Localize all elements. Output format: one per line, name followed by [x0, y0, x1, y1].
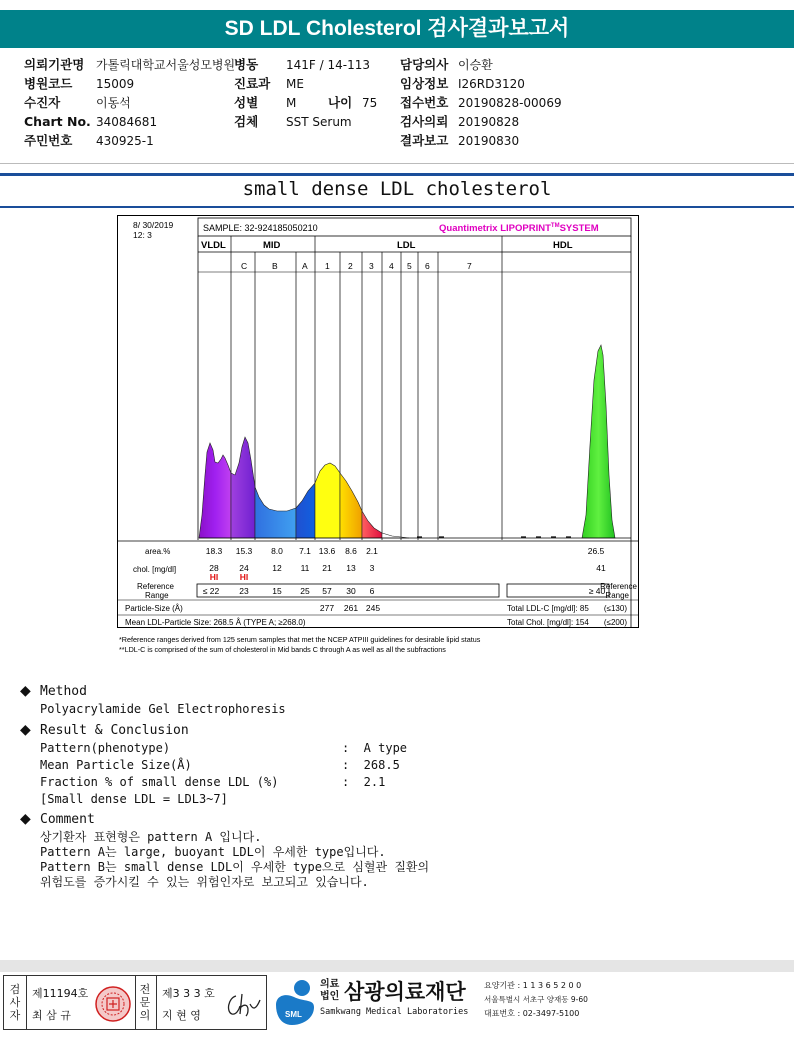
band-label: C [241, 261, 248, 271]
particle-value: 277 [319, 603, 335, 613]
comment-title: Comment [40, 812, 95, 827]
info-label: 병동 [234, 57, 259, 72]
particle-value: 261 [343, 603, 359, 613]
chol-value: 21 [322, 563, 332, 573]
ref-value: 25 [300, 586, 310, 596]
row-label-particle: Particle-Size (Å) [125, 604, 183, 613]
diamond-bullet-icon: ◆ [20, 722, 31, 738]
area-value: 7.1 [299, 546, 311, 556]
area-value: 15.3 [235, 546, 253, 556]
method-title: Method [40, 684, 87, 699]
band-label: 7 [467, 261, 472, 271]
info-label: Chart No. [24, 114, 91, 129]
org-address: 서울특별시 서초구 양재동 9-60 [484, 995, 588, 1004]
area-value: 8.6 [345, 546, 357, 556]
info-value: 15009 [96, 77, 135, 91]
info-label: 병원코드 [24, 76, 73, 91]
row-label-mean: Mean LDL-Particle Size: 268.5 Å (TYPE A; ≥268.0) [125, 618, 306, 627]
info-label: 검체 [234, 114, 259, 129]
band-group-ldl: LDL [397, 240, 416, 251]
area-value: 26.5 [587, 546, 605, 556]
area-value: 13.6 [318, 546, 336, 556]
area-value: 8.0 [271, 546, 283, 556]
peak-ldl-1 [315, 463, 340, 538]
ref-right-label: Range [605, 591, 629, 600]
band-group-vldl: VLDL [201, 240, 226, 251]
info-label: 의뢰기관명 [24, 57, 85, 72]
ref-value: ≤ 22 [202, 586, 220, 596]
report-title: SD LDL Cholesterol 검사결과보고서 [0, 10, 794, 48]
chart-time: 12: 3 [133, 230, 152, 240]
handwritten-signature-icon [222, 990, 262, 1020]
org-logo [272, 975, 792, 1030]
footer-band [0, 960, 794, 972]
org-phone: 대표번호 : 02-3497-5100 [484, 1009, 580, 1018]
ref-value: ≥ 40 [588, 586, 606, 596]
info-value: 430925-1 [96, 134, 154, 148]
org-name: 삼광의료재단 [344, 980, 466, 1004]
diamond-bullet-icon: ◆ [20, 683, 31, 699]
hi-flag: HI [239, 572, 249, 582]
org-type: 의료 법인 [320, 979, 340, 1002]
info-value: 가톨릭대학교서울성모병원 [96, 58, 236, 72]
comment-line: Pattern A는 large, buoyant LDL이 우세한 type입니다. [40, 845, 386, 859]
result-value: : A type [342, 741, 408, 755]
org-name-en: Samkwang Medical Laboratories [320, 1007, 469, 1017]
signer-name: 지 현 영 [162, 1009, 201, 1022]
row-label-ref: Reference [137, 582, 174, 591]
ref-value: 23 [239, 586, 249, 596]
ref-value: 6 [369, 586, 375, 596]
divider [0, 206, 794, 208]
result-key: Mean Particle Size(Å) [40, 758, 192, 772]
signer-license: 제3 3 3 호 [162, 987, 215, 1000]
footnote: *Reference ranges derived from 125 serum samples that met the NCEP ATPIII guidelines for desirable lipid status [119, 635, 481, 644]
band-group-hdl: HDL [553, 240, 573, 251]
chol-value: 13 [346, 563, 356, 573]
comment-line: 상기환자 표현형은 pattern A 입니다. [40, 830, 262, 844]
info-label: 수진자 [24, 95, 61, 110]
signer-role-label: 전 문 의 [139, 983, 151, 1022]
total-chol: Total Chol. [mg/dl]: 154 [507, 618, 589, 627]
band-label: 1 [325, 261, 330, 271]
result-title: Result & Conclusion [40, 723, 189, 738]
band-label: 6 [425, 261, 430, 271]
result-value: : 2.1 [342, 775, 386, 789]
band-label: 5 [407, 261, 412, 271]
info-value: ME [286, 77, 304, 91]
ref-value: 57 [322, 586, 332, 596]
ref-right-label: Reference [600, 582, 637, 591]
particle-value: 245 [365, 603, 381, 613]
band-label: 3 [369, 261, 374, 271]
lipoprint-chart [117, 215, 639, 657]
signer-name: 최 삼 규 [32, 1009, 71, 1022]
method-text: Polyacrylamide Gel Electrophoresis [40, 702, 286, 716]
divider [0, 163, 794, 164]
chol-value: 41 [596, 563, 606, 573]
info-label: 진료과 [234, 76, 271, 91]
info-label: 성별 [234, 95, 259, 110]
info-value: 20190830 [458, 134, 520, 148]
info-value: M [286, 96, 297, 110]
info-label: 접수번호 [400, 95, 449, 110]
sml-logo-icon [272, 977, 318, 1027]
info-value: 75 [362, 96, 378, 110]
section-title: small dense LDL cholesterol [242, 178, 552, 200]
divider [0, 173, 794, 176]
info-label: 담당의사 [400, 57, 449, 72]
info-value: SST Serum [286, 115, 352, 129]
chol-value: 12 [272, 563, 282, 573]
signature-box [3, 975, 267, 1030]
info-value: 이동석 [96, 96, 131, 110]
seal-icon [94, 985, 132, 1023]
row-label-ref: Range [145, 591, 169, 600]
result-value: : 268.5 [342, 758, 400, 772]
result-key: Pattern(phenotype) [40, 741, 171, 755]
comment-line: Pattern B는 small dense LDL이 우세한 type으로 심혈관 질환의 [40, 860, 430, 874]
info-label: 검사의뢰 [400, 114, 449, 129]
total-ldl-ref: (≤130) [603, 604, 627, 613]
band-label: 4 [389, 261, 394, 271]
info-label: 결과보고 [400, 133, 449, 148]
diamond-bullet-icon: ◆ [20, 811, 31, 827]
band-label: B [272, 261, 278, 271]
particle-values [320, 603, 380, 613]
chart-date: 8/ 30/2019 [133, 220, 174, 230]
total-chol-ref: (≤200) [603, 618, 627, 627]
footnote: **LDL-C is comprised of the sum of cholesterol in Mid bands C through A as well as all the subfractions [119, 645, 446, 654]
brand-label: Quantimetrix LIPOPRINT™SYSTEM [439, 223, 599, 234]
signer-license: 제11194호 [32, 987, 89, 1000]
svg-text:SML: SML [285, 1010, 302, 1019]
info-value: 이승환 [458, 58, 493, 72]
info-value: I26RD3120 [458, 77, 525, 91]
result-note: [Small dense LDL = LDL3~7] [40, 792, 228, 806]
hi-flag: HI [209, 572, 219, 582]
band-label: 2 [348, 261, 353, 271]
area-value: 18.3 [205, 546, 223, 556]
row-label-chol: chol. [mg/dl] [133, 565, 177, 574]
chol-value: 11 [300, 563, 310, 573]
total-ldl: Total LDL-C [mg/dl]: 85 [507, 604, 589, 613]
info-value: 20190828 [458, 115, 520, 129]
result-key: Fraction % of small dense LDL (%) [40, 775, 279, 789]
sample-label: SAMPLE: 32-924185050210 [203, 223, 318, 233]
ref-value: 30 [346, 586, 356, 596]
info-label: 주민번호 [24, 133, 73, 148]
chol-value: 24 [239, 563, 249, 573]
row-label-area: area.% [145, 547, 171, 556]
band-label: A [302, 261, 308, 271]
band-group-mid: MID [263, 240, 281, 251]
org-code: 요양기관 : 1 1 3 6 5 2 0 0 [484, 981, 582, 990]
info-value: 141F / 14-113 [286, 58, 370, 72]
signer-role-label: 검 사 자 [9, 983, 21, 1022]
info-value: 20190828-00069 [458, 96, 562, 110]
chol-value: 28 [209, 563, 219, 573]
ref-value: 15 [272, 586, 282, 596]
info-label: 나이 [328, 95, 353, 110]
info-label: 임상정보 [400, 76, 449, 91]
area-value: 2.1 [366, 546, 378, 556]
chart-frame [118, 216, 639, 628]
info-value: 34084681 [96, 115, 158, 129]
chol-value: 3 [369, 563, 375, 573]
comment-line: 위험도를 증가시킬 수 있는 위험인자로 보고되고 있습니다. [40, 875, 369, 889]
